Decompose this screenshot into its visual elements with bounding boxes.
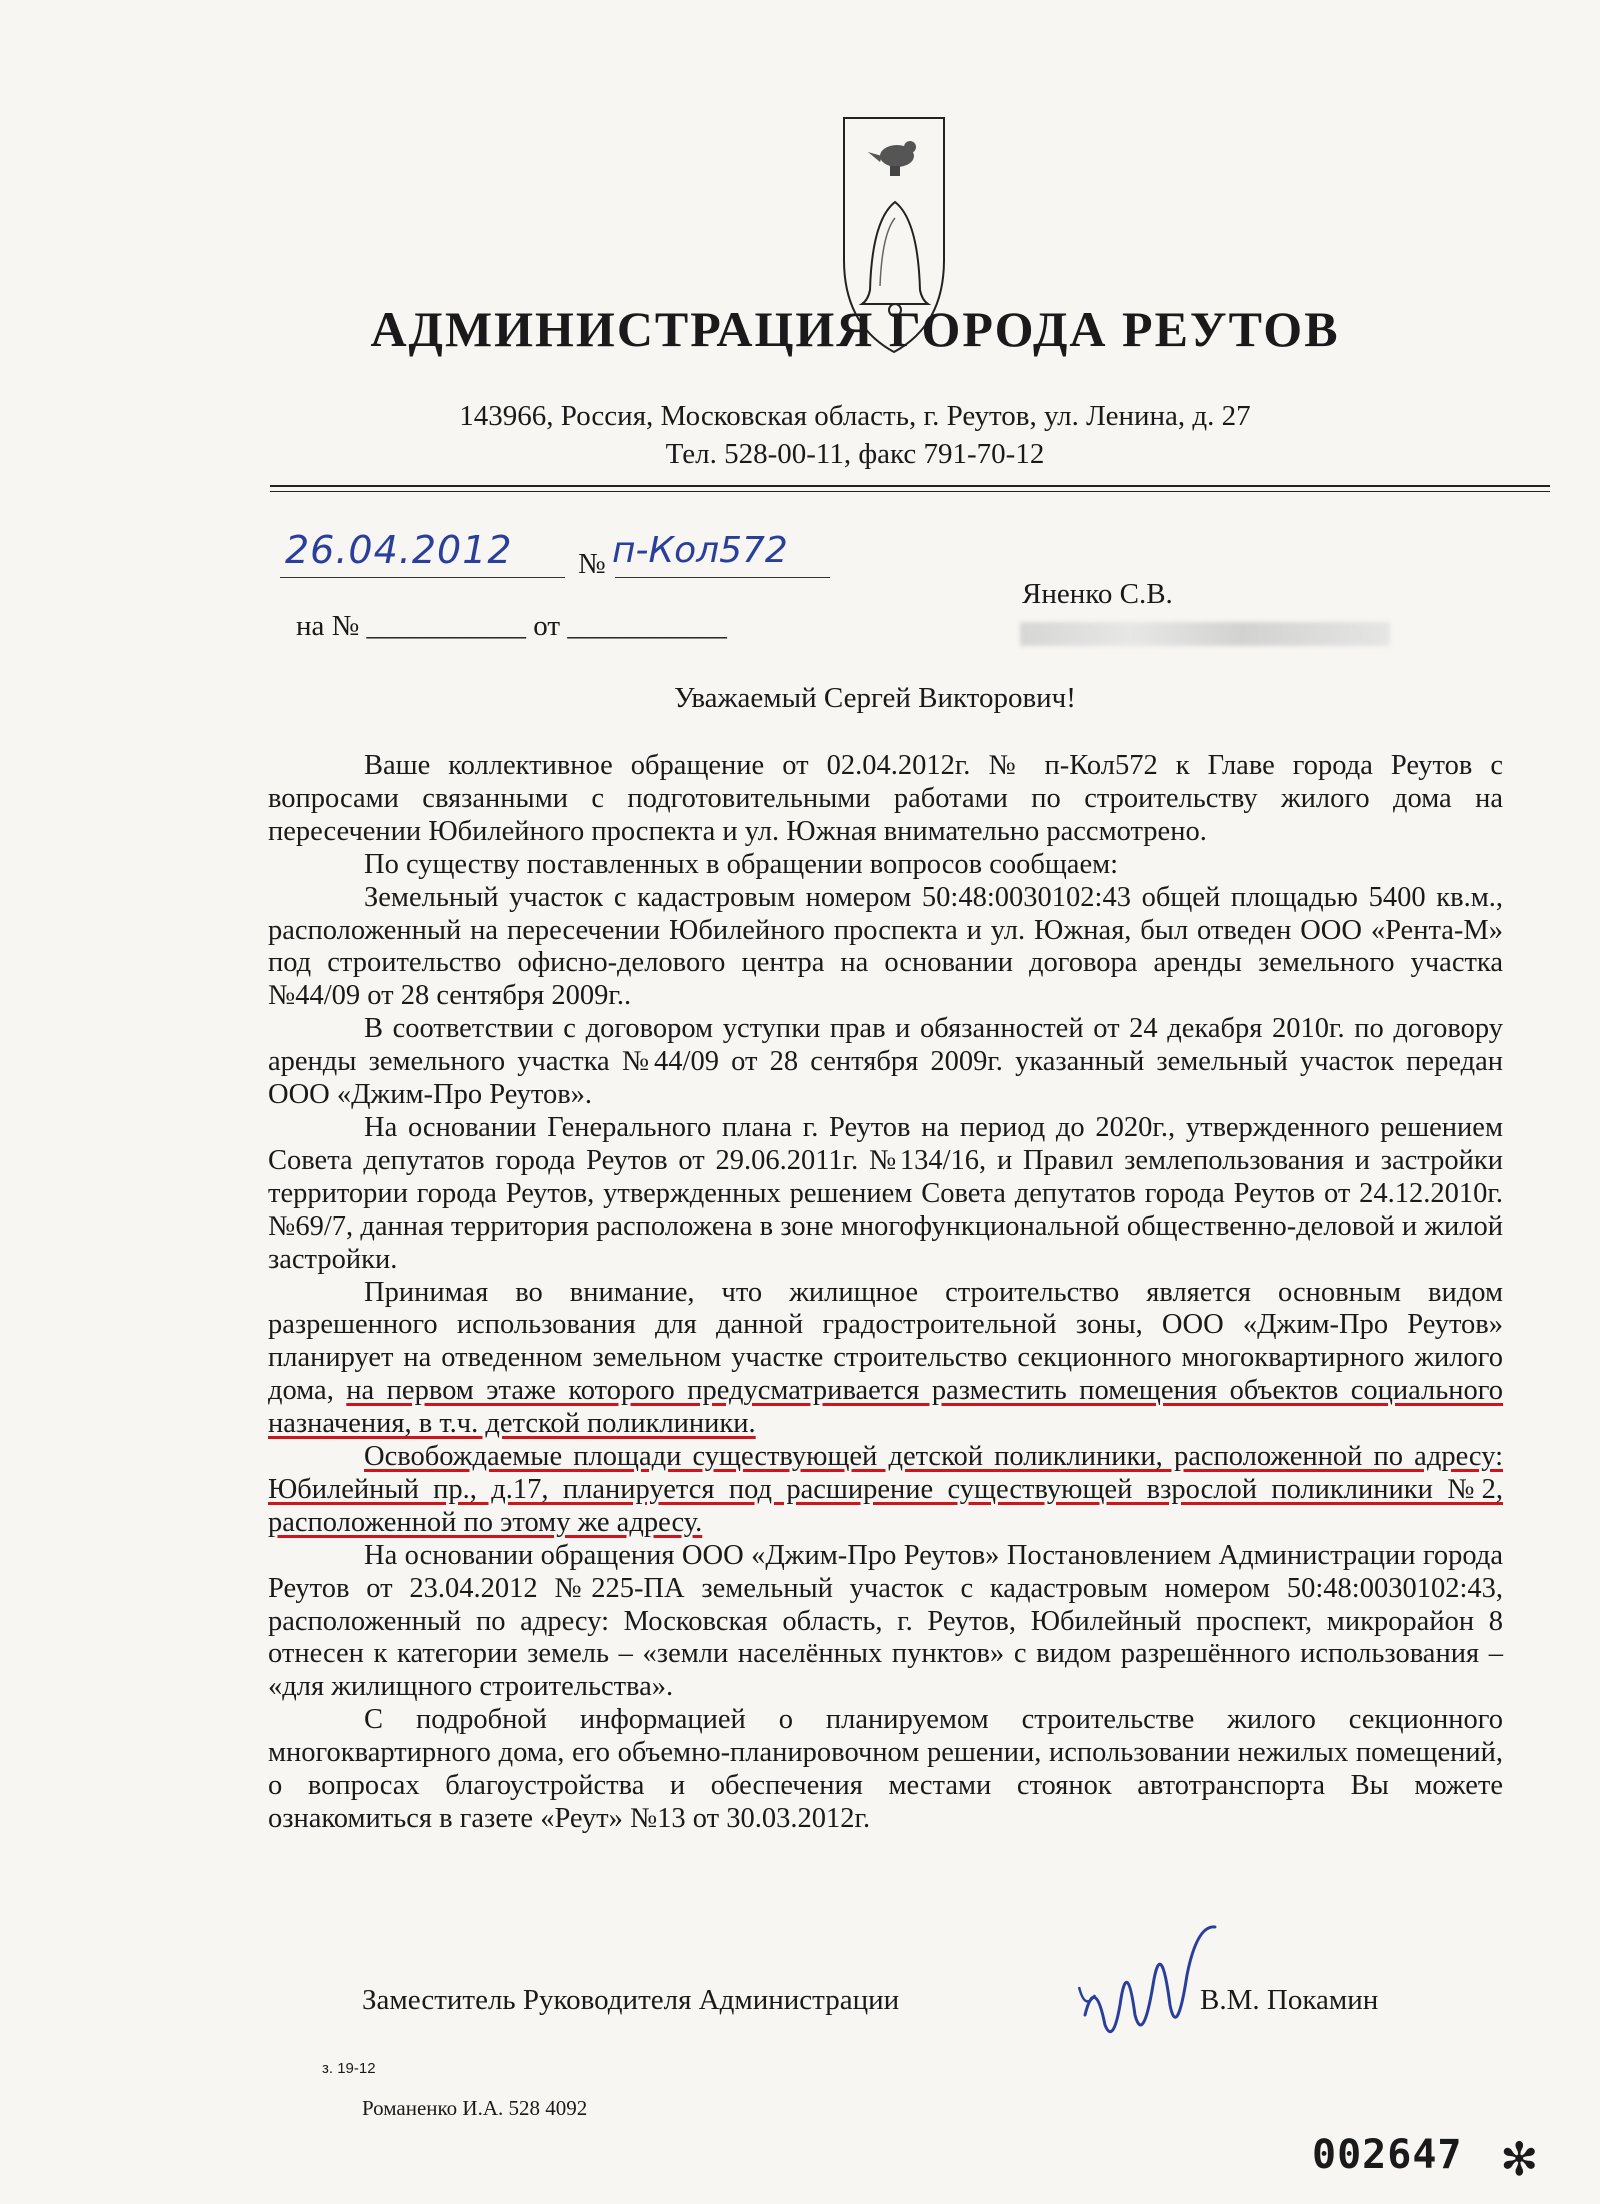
performer-contact: Романенко И.А. 528 4092 [362, 2096, 588, 2120]
body-paragraph-9: С подробной информацией о планируемом строительстве жилого секционного многоквартирного дома, его объемно-планировочном решении, использовании нежилых помещений, о вопросах благоустройства и обеспечения местами стоянок автотранспорта Вы можете ознакомиться в газете «Реут» №13 от 30.03.2012г. [268, 1704, 1503, 1834]
salutation: Уважаемый Сергей Викторович! [674, 682, 1076, 714]
body-paragraph-1: Ваше коллективное обращение от 02.04.2012г. № п-Кол572 к Главе города Реутов с вопросами связанными с подготовительными работами по строительству жилого дома на пересечении Юбилейного проспекта и ул. Южная внимательно рассмотрено. [268, 750, 1503, 847]
asterisk-mark-icon: ✻ [1500, 2132, 1539, 2186]
document-code: з. 19-12 [322, 2060, 376, 2077]
header-divider-thick [270, 485, 1550, 487]
body-paragraph-8: На основании обращения ООО «Джим-Про Реутов» Постановлением Администрации города Реутов от 23.04.2012 №225-ПА земельный участок с кадастровым номером 50:48:0030102:43, расположенный по адресу: Московская область, г. Реутов, Юбилейный проспект, микрорайон 8 отнесен к категории земель – «земли населённых пунктов» с видом разрешённого использования – «для жилищного строительства». [268, 1539, 1503, 1703]
registration-number-underline [615, 577, 830, 578]
highlighted-text-adult-polyclinic: Освобождаемые площади существующей детской поликлиники, расположенной по адресу: Юбилейный пр., д.17, планируется под расширение существующей взрослой поликлиники №2, расположенной по этому же адресу. [268, 1441, 1503, 1538]
registration-number-label: № [578, 548, 606, 580]
serial-number: 002647 [1312, 2132, 1463, 2178]
body-paragraph-6 [268, 1277, 1503, 1442]
registration-date-underline [280, 577, 565, 578]
reference-line: на № ___________ от ___________ [296, 610, 727, 642]
signatory-name: В.М. Покамин [1200, 1984, 1379, 2016]
letter-body [268, 750, 1503, 1836]
header-divider-thin [270, 491, 1550, 492]
organization-address: 143966, Россия, Московская область, г. Реутов, ул. Ленина, д. 27 [459, 400, 1251, 432]
registration-number: п-Кол572 [612, 530, 788, 571]
body-paragraph-2: По существу поставленных в обращении вопросов сообщаем: [364, 848, 1119, 880]
recipient-name: Яненко С.В. [1022, 578, 1173, 610]
body-paragraph-4: В соответствии с договором уступки прав и обязанностей от 24 декабря 2010г. по договору аренды земельного участка №44/09 от 28 сентября 2009г. указанный земельный участок передан ООО «Джим-Про Реутов». [268, 1013, 1503, 1111]
signatory-title: Заместитель Руководителя Администрации [362, 1984, 900, 2016]
organization-title: АДМИНИСТРАЦИЯ ГОРОДА РЕУТОВ [370, 301, 1340, 357]
organization-phone: Тел. 528-00-11, факс 791-70-12 [665, 438, 1045, 470]
paragraph-6-text: Принимая во внимание, что жилищное строительство является основным видом разрешенного использования для данной градостроительной зоны, ООО «Джим-Про Реутов» планирует на отведенном земельном участке строительство секционного многоквартирного жилого дома, [268, 1276, 1503, 1407]
redacted-recipient-address [1020, 622, 1390, 646]
body-paragraph-3: Земельный участок с кадастровым номером 50:48:0030102:43 общей площадью 5400 кв.м., расположенный на пересечении Юбилейного проспекта и ул. Южная, был отведен ООО «Рента-М» под строительство офисно-делового центра на основании договора аренды земельного участка №44/09 от 28 сентября 2009г.. [268, 881, 1503, 1012]
body-paragraph-5: На основании Генерального плана г. Реутов на период до 2020г., утвержденного решением Совета депутатов города Реутов от 29.06.2011г. №134/16, и Правил землепользования и застройки территории города Реутов, утвержденных решением Совета депутатов города Реутов от 24.12.2010г. №69/7, данная территория расположена в зоне многофункциональной общественно-деловой и жилой застройки. [268, 1111, 1503, 1275]
registration-date: 26.04.2012 [285, 528, 513, 572]
body-paragraph-7 [268, 1441, 1503, 1540]
highlighted-text-polyclinic: на первом этаже которого предусматривается разместить помещения объектов социального назначения, в т.ч. детской поликлиники. [268, 1375, 1503, 1440]
